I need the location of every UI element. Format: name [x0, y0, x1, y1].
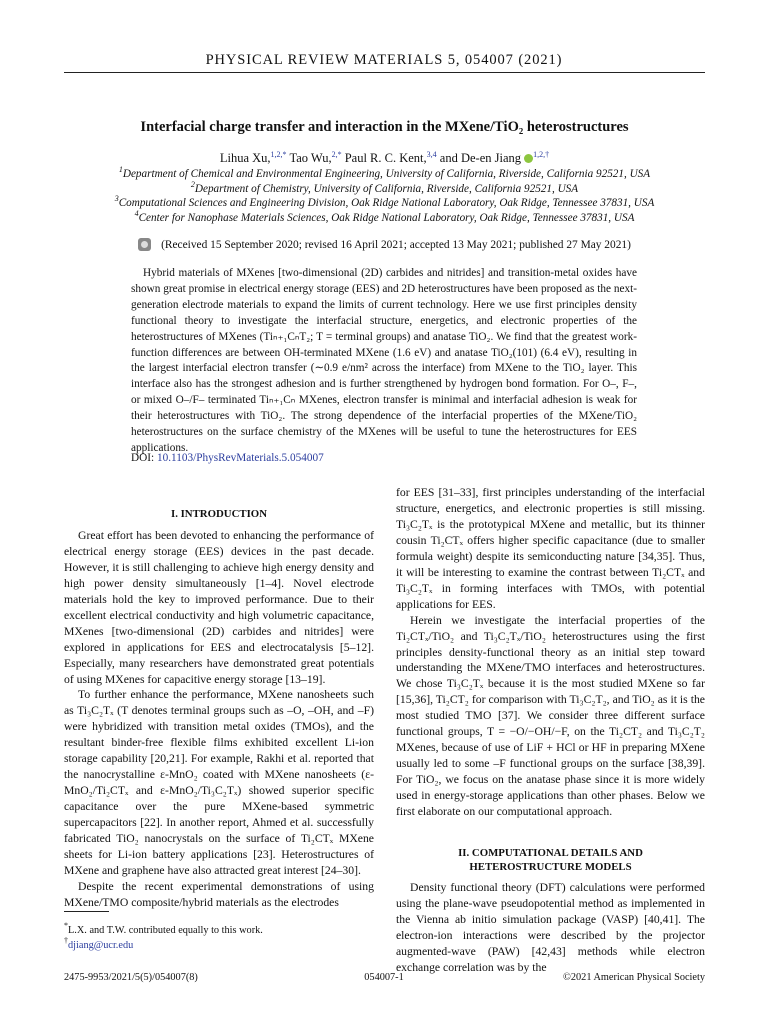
section-heading-methods: II. COMPUTATIONAL DETAILS AND HETEROSTRUCTURE MODELS [458, 847, 643, 874]
footer-page-number: 054007-1 [364, 972, 404, 983]
paragraph: To further enhance the performance, MXene nanosheets such as Ti₃C₂Tₓ (T denotes terminal groups such as –O, –OH, and –F) were hybridized with transition metal oxides (TMOs), and the resultant binder-free flexible films exhibited excellent Li-ion storage capability [20,21]. For example, Rakhi et al. reported that the nanocrystalline ε-MnO₂ coated with MXene nanosheets (ε-MnO₂/Ti₂CTₓ and ε-MnO₂/Ti₃C₂Tₓ) showed superior specific capacitance over the pure MXene-based symmetric supercapacitors [22]. In another report, Ahmed et al. successfully fabricated TiO₂ nanocrystals on the surface of Ti₂CTₓ MXene sheets for Li-ion battery applications [23]. Heterostructures of MXene and graphene have also attracted great interest [24–30]. [64, 688, 374, 877]
author-marks[interactable]: 2,* [331, 150, 342, 159]
left-column [64, 507, 374, 911]
author-marks[interactable]: 3,4 [426, 150, 437, 159]
paragraph: Herein we investigate the interfacial properties of the Ti₂CTₓ/TiO₂ and Ti₃C₂Tₓ/TiO₂ heterostructures using the first principles density-functional theory as an initial step toward understanding the MXene/TMO interfaces and heterostructures. We chose Ti₃C₂Tₓ because it is the most studied MXene so far [15,36], Ti₂CT₂ for comparison with Ti₃C₂T₂, and TiO₂ as it is the most studied TMO [37]. We consider three different surface functional groups, T = −O/−OH/−F, on the Ti₂CT₂ and Ti₃C₂T₂ MXenes, because of use of LiF + HCl or HF in preparing MXene usually led to some –F functional groups on the surface [38,39]. For TiO₂, we focus on the anatase phase since it is more widely used in energy-storage applications than other phases. Below we first elaborate on our computational approach. [396, 613, 705, 819]
affiliation: $^1$Department of Chemical and Environmental Engineering, University of California, Riverside, California 92521, USA [118, 165, 651, 180]
footer-copyright: ©2021 American Physical Society [563, 972, 705, 983]
journal-header: PHYSICAL REVIEW MATERIALS 5, 054007 (2021) [205, 52, 563, 68]
email-link[interactable]: djiang@ucr.edu [68, 939, 134, 951]
affiliation: $^3$Computational Sciences and Engineering Division, Oak Ridge National Laboratory, Oak Ridge, Tennessee 37831, USA [114, 194, 655, 209]
received-dates: (Received 15 September 2020; revised 16 April 2021; accepted 13 May 2021; published 27 May 2021) [64, 238, 705, 251]
check-for-updates-icon[interactable] [138, 238, 151, 251]
author-marks[interactable]: 1,2,† [533, 150, 550, 159]
paragraph: for EES [31–33], first principles understanding of the interfacial structure, energetics, and electronic properties is still missing. Ti₃C₂Tₓ is the prototypical MXene and metallic, but its thinner cousin Ti₂CTₓ offers higher specific capacitance (due to smaller formula weight) despite its semiconducting nature [34,35]. Thus, it will be interesting to examine the contrast between Ti₂CTₓ and Ti₃C₂Tₓ in forming interfaces with TMOs, with potential applications for EES. [396, 486, 705, 611]
paragraph: Great effort has been devoted to enhancing the performance of electrical energy storage (EES) devices in the past decade. However, it is still challenging to achieve high energy density and high power density simultaneously [1–4]. Novel electrode materials hold the key to improved performance. Due to their excellent electrical conductivity and high volumetric capacitance, MXenes [two-dimensional (2D) carbides and nitrides] were explored in applications for EES and electrocatalysis [5–12]. Especially, many researchers have demonstrated great potentials of using MXenes for capacitive energy storage [13–19]. [64, 528, 374, 686]
doi-line: DOI: 10.1103/PhysRevMaterials.5.054007 [131, 452, 324, 464]
section-heading-introduction: I. INTRODUCTION [171, 508, 267, 520]
doi-link[interactable]: 10.1103/PhysRevMaterials.5.054007 [156, 452, 324, 464]
footnote: *L.X. and T.W. contributed equally to this work. [64, 921, 263, 936]
author-name[interactable]: Tao Wu, [289, 151, 332, 165]
author-list [64, 151, 705, 166]
affiliation: $^4$Center for Nanophase Materials Sciences, Oak Ridge National Laboratory, Oak Ridge, Tennessee 37831, USA [134, 209, 635, 224]
footnote: †djiang@ucr.edu [64, 935, 134, 951]
paper-title: Interfacial charge transfer and interaction in the MXene/TiO₂ heterostructures [140, 119, 629, 135]
author-name[interactable]: Paul R. C. Kent, [344, 151, 427, 165]
author-name[interactable]: and De-en Jiang [439, 151, 522, 165]
footnote-rule [64, 911, 109, 912]
affiliation: $^2$Department of Chemistry, University of California, Riverside, California 92521, USA [190, 180, 579, 195]
orcid-icon[interactable] [524, 154, 533, 163]
footer-issn: 2475-9953/2021/5(5)/054007(8) [64, 972, 198, 983]
abstract: Hybrid materials of MXenes [two-dimensional (2D) carbides and nitrides] and transition-metal oxides have shown great promise in electrical energy storage (EES) and 2D heterostructures have been proposed as the next-generation electrode materials to expand the limits of current technology. Here we use first principles density functional theory to investigate the interfacial structure, energetics, and electronic properties of the heterostructures of MXenes (Tiₙ₊₁CₙT₂; T = terminal groups) and anatase TiO₂. We find that the greatest work-function differences are between OH-terminated MXene (1.6 eV) and anatase TiO₂(101) (6.4 eV), resulting in the largest interfacial electron transfer (∼0.9 e/nm² across the interface) from MXene to the TiO₂ layer. This interface also has the strongest adhesion and is further strengthened by hydrogen bond formation. For O–, F–, or mixed O–/F– terminated Tiₙ₊₁Cₙ MXenes, electron transfer is minimal and interfacial adhesion is weak for their heterostructures with TiO₂. The strong dependence of the interfacial properties of the MXene/TiO₂ heterostructures on the surface chemistry of the MXenes will be useful to tune the heterostructures for EES applications. [131, 267, 637, 454]
paragraph: Despite the recent experimental demonstrations of using MXene/TMO composite/hybrid materials as the electrodes [64, 879, 374, 909]
footnotes [64, 921, 374, 953]
author-marks[interactable]: 1,2,* [270, 150, 287, 159]
author-name[interactable]: Lihua Xu, [219, 151, 271, 165]
right-column [396, 485, 705, 976]
paragraph: Density functional theory (DFT) calculations were performed using the plane-wave pseudopotential method as implemented in the Vienna ab initio simulation package (VASP) [40,41]. The electron-ion interactions were described by the projector augmented-wave (PAW) [42,43] methods while electron exchange correlation was by the [396, 881, 705, 974]
header-rule [64, 72, 705, 73]
